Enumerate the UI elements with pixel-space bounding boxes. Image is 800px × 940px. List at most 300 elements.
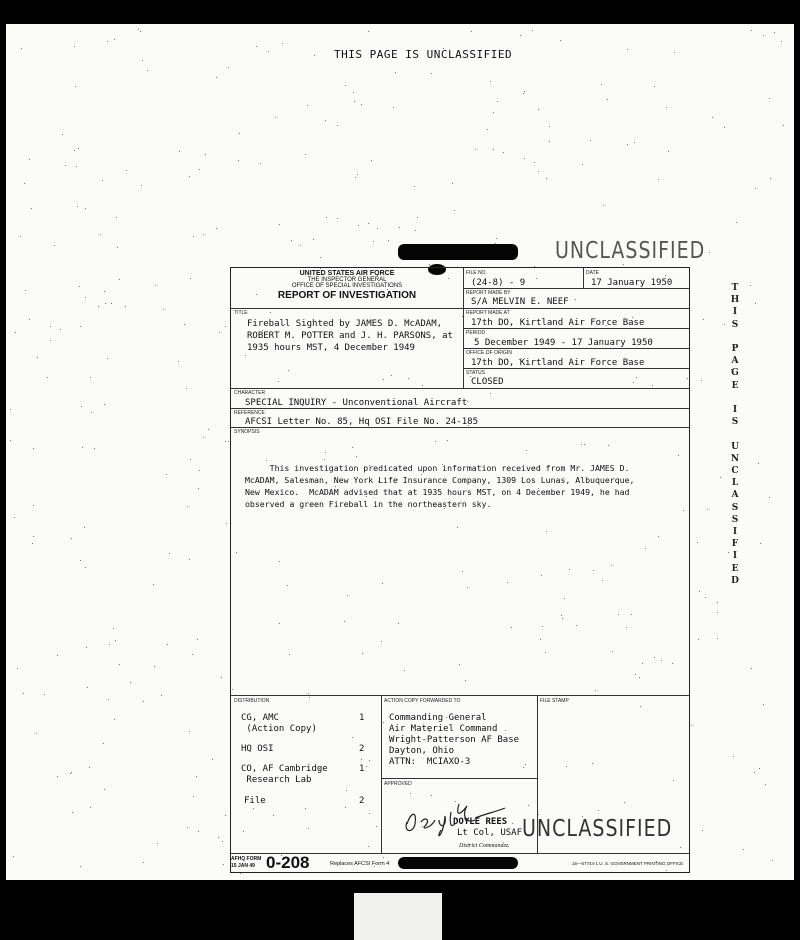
header-line-4: REPORT OF INVESTIGATION [277, 290, 417, 301]
distribution-label: DISTRIBUTION [234, 698, 270, 704]
side-stamp-letter: S [731, 514, 739, 525]
speck [371, 160, 372, 161]
speck [91, 412, 92, 413]
speck [717, 602, 718, 603]
speck [698, 639, 699, 640]
speck [496, 238, 497, 239]
speck [80, 326, 81, 327]
speck [100, 234, 101, 235]
unclassified-stamp-bottom: UNCLASSIFIED [522, 815, 673, 843]
speck [85, 297, 86, 298]
form-replaces: Replaces AFCSI Form 4 [330, 861, 390, 867]
side-stamp-letter: I [732, 307, 738, 318]
speck [399, 227, 400, 228]
speck [538, 171, 539, 172]
speck [538, 109, 539, 110]
speck [21, 48, 22, 49]
form-header [231, 270, 463, 301]
side-stamp-letter: I [732, 551, 738, 562]
speck [228, 441, 229, 442]
speck [503, 152, 504, 153]
speck [717, 612, 718, 613]
speck [724, 127, 725, 128]
speck [36, 733, 37, 734]
speck [627, 144, 628, 145]
speck [627, 49, 628, 50]
synopsis-line: This investigation predicated upon information received from Mr. JAMES D. [245, 463, 630, 473]
side-stamp-letter: U [731, 441, 739, 452]
speck [703, 319, 704, 320]
side-stamp-letter: S [731, 417, 739, 428]
speck [549, 141, 550, 142]
speck [560, 40, 561, 41]
distribution-count: 2 [359, 796, 365, 806]
side-stamp-letter: S [731, 502, 739, 513]
classification-banner: THIS PAGE IS UNCLASSIFIED [334, 48, 513, 61]
speck [157, 843, 158, 844]
speck [89, 767, 90, 768]
header-line-1: UNITED STATES AIR FORCE [299, 270, 395, 277]
speck [361, 104, 362, 105]
speck [226, 523, 227, 524]
speck [549, 126, 550, 127]
speck [388, 240, 389, 241]
speck [114, 719, 115, 720]
speck [770, 178, 771, 179]
rule [231, 308, 463, 309]
distribution-count: 1 [359, 764, 365, 774]
speck [750, 285, 751, 286]
title-line: Fireball Sighted by JAMES D. McADAM, [247, 319, 443, 329]
speck [70, 773, 71, 774]
speck [345, 85, 346, 86]
speck [228, 67, 229, 68]
period-label: PERIOD [466, 330, 486, 336]
speck [219, 332, 220, 333]
speck [601, 84, 602, 85]
character-value: SPECIAL INQUIRY - Unconventional Aircraft [245, 398, 468, 408]
speck [769, 98, 770, 99]
speck [186, 388, 187, 389]
speck [769, 497, 770, 498]
speck [111, 303, 112, 304]
speck [32, 543, 33, 544]
next-page-edge [354, 893, 442, 940]
action-copy-label: ACTION COPY FORWARDED TO [384, 698, 461, 704]
speck [65, 165, 66, 166]
approver-role: District Commander. [459, 843, 510, 849]
speck [98, 306, 99, 307]
speck [774, 32, 775, 33]
speck [199, 470, 200, 471]
speck [25, 290, 26, 291]
speck [189, 176, 190, 177]
redaction-bar [398, 244, 518, 260]
speck [368, 31, 369, 32]
speck [275, 117, 276, 118]
speck [313, 239, 314, 240]
origin-label: OFFICE OF ORIGIN [466, 350, 512, 356]
speck [75, 86, 76, 87]
speck [80, 560, 81, 561]
speck [325, 120, 326, 121]
speck [190, 278, 191, 279]
speck [279, 224, 280, 225]
speck [79, 286, 80, 287]
speck [84, 527, 85, 528]
speck [707, 509, 708, 510]
speck [108, 699, 109, 700]
speck [33, 505, 34, 506]
speck [187, 827, 188, 828]
speck [783, 125, 784, 126]
character-label: CHARACTER [234, 390, 266, 396]
speck [203, 234, 204, 235]
speck [354, 101, 355, 102]
speck [763, 35, 764, 36]
speck [751, 30, 752, 31]
speck [781, 41, 782, 42]
speck [358, 225, 359, 226]
speck [758, 463, 759, 464]
speck [154, 666, 155, 667]
speck [44, 694, 45, 695]
rule [463, 308, 689, 309]
side-stamp-letter: S [731, 319, 739, 330]
reference-value: AFCSI Letter No. 85, Hq OSI File No. 24-185 [245, 417, 478, 427]
speck [216, 77, 217, 78]
speck [102, 180, 103, 181]
speck [490, 81, 491, 82]
side-stamp-letter: D [731, 575, 739, 586]
speck [373, 241, 374, 242]
speck [260, 163, 261, 164]
rule [231, 695, 689, 696]
speck [113, 628, 114, 629]
speck [699, 591, 700, 592]
speck [532, 30, 533, 31]
speck [763, 704, 764, 705]
title-line: ROBERT M. POTTER and J. H. PARSONS, at [247, 331, 453, 341]
side-stamp-letter: G [731, 368, 739, 379]
speck [623, 264, 624, 265]
speck [223, 864, 224, 865]
speck [193, 796, 194, 797]
speck [76, 166, 77, 167]
speck [189, 731, 190, 732]
speck [736, 222, 737, 223]
speck [60, 329, 61, 330]
action-copy-line: ATTN: MCIAXO-3 [389, 757, 471, 767]
speck [142, 60, 143, 61]
side-stamp-letter: E [731, 563, 739, 574]
title-line: 1935 hours MST, 4 December 1949 [247, 343, 415, 353]
speck [724, 324, 725, 325]
speck [452, 183, 453, 184]
report-form [230, 267, 690, 873]
rule [381, 695, 382, 853]
speck [337, 218, 338, 219]
speck [107, 41, 108, 42]
speck [23, 693, 24, 694]
speck [524, 91, 525, 92]
speck [104, 789, 105, 790]
speck [487, 129, 488, 130]
side-stamp-letter: L [731, 478, 739, 489]
speck [33, 448, 34, 449]
speck [47, 377, 48, 378]
speck [119, 664, 120, 665]
distribution-name: File [244, 796, 266, 806]
speck [90, 807, 91, 808]
speck [300, 245, 301, 246]
speck [582, 164, 583, 165]
speck [520, 35, 521, 36]
action-copy-line: Air Materiel Command [389, 724, 498, 734]
speck [225, 326, 226, 327]
speck [77, 206, 78, 207]
speck [109, 644, 110, 645]
form-date: 15 JAN 49 [231, 863, 255, 869]
speck [117, 247, 118, 248]
side-stamp-letter [728, 331, 742, 343]
speck [179, 151, 180, 152]
speck [85, 567, 86, 568]
speck [754, 772, 755, 773]
speck [193, 236, 194, 237]
side-stamp-letter: I [732, 527, 738, 538]
speck [87, 687, 88, 688]
period-value: 5 December 1949 - 17 January 1950 [474, 338, 653, 348]
unclassified-stamp-top: UNCLASSIFIED [555, 237, 706, 265]
side-stamp-letter: P [731, 344, 739, 354]
form-label: AFHQ FORM [231, 856, 262, 862]
distribution-name: (Action Copy) [241, 724, 317, 734]
synopsis-line: New Mexico. McADAM advised that at 1935 hours MST, on 4 December 1949, he had [245, 487, 630, 497]
side-stamp-letter [728, 428, 742, 440]
speck [10, 440, 11, 441]
speck [107, 358, 108, 359]
speck [169, 553, 170, 554]
speck [72, 812, 73, 813]
file-stamp-label: FILE STAMP [540, 698, 569, 704]
speck [368, 223, 369, 224]
synopsis-line: McADAM, Salesman, New York Life Insurance Company, 1309 Los Lunas, Albuquerque, [245, 475, 635, 485]
action-copy-line: Wright-Patterson AF Base [389, 735, 520, 745]
speck [454, 210, 455, 211]
status-value: CLOSED [471, 377, 504, 387]
speck [523, 93, 524, 94]
speck [524, 158, 525, 159]
speck [414, 186, 415, 187]
side-stamp-letter: C [731, 466, 739, 476]
rule [231, 388, 689, 389]
speck [20, 236, 21, 237]
speck [256, 46, 257, 47]
speck [225, 815, 226, 816]
speck [50, 340, 51, 341]
speck [337, 125, 338, 126]
speck [546, 178, 547, 179]
speck [147, 70, 148, 71]
date-label: DATE [586, 270, 599, 276]
distribution-name: HQ OSI [241, 744, 274, 754]
speck [353, 92, 354, 93]
speck [431, 73, 432, 74]
speck [701, 380, 702, 381]
status-label: STATUS [466, 370, 485, 376]
speck [178, 361, 179, 362]
speck [80, 866, 81, 867]
speck [590, 140, 591, 141]
speck [355, 177, 356, 178]
speck [755, 303, 756, 304]
distribution-name: Research Lab [241, 775, 312, 785]
speck [305, 154, 306, 155]
rule [583, 268, 584, 288]
speck [393, 107, 394, 108]
speck [24, 183, 25, 184]
speck [216, 228, 217, 229]
speck [760, 543, 761, 544]
speck [14, 517, 15, 518]
speck [81, 406, 82, 407]
origin-value: 17th DO, Kirtland Air Force Base [471, 358, 645, 368]
approved-label: APPROVED [384, 781, 412, 787]
speck [141, 185, 142, 186]
form-number: 0-208 [266, 853, 310, 872]
speck [54, 245, 55, 246]
speck [71, 772, 72, 773]
speck [497, 101, 498, 102]
speck [119, 279, 120, 280]
speck [674, 52, 675, 53]
speck [357, 174, 358, 175]
side-stamp-letter: H [730, 295, 740, 306]
signature [395, 794, 525, 842]
distribution-count: 2 [359, 744, 365, 754]
speck [138, 29, 139, 30]
speck [166, 474, 167, 475]
speck [192, 654, 193, 655]
speck [654, 86, 655, 87]
speck [94, 448, 95, 449]
speck [57, 776, 58, 777]
speck [71, 538, 72, 539]
speck [29, 319, 30, 320]
speck [198, 831, 199, 832]
speck [395, 72, 396, 73]
speck [104, 291, 105, 292]
speck [184, 324, 185, 325]
speck [37, 357, 38, 358]
synopsis-line: observed a green Fireball in the northeastern sky. [245, 499, 492, 509]
speck [57, 655, 58, 656]
synopsis-label: SYNOPSIS [234, 429, 260, 435]
speck [31, 208, 32, 209]
speck [104, 404, 105, 405]
approver-name: DOYLE REES [453, 817, 508, 827]
side-stamp-letter: I [732, 405, 738, 415]
speck [140, 31, 141, 32]
speck [666, 107, 667, 108]
speck [90, 377, 91, 378]
speck [115, 640, 116, 641]
speck [326, 217, 327, 218]
speck [74, 46, 75, 47]
speck [163, 309, 164, 310]
speck [196, 776, 197, 777]
speck [17, 668, 18, 669]
speck [238, 160, 239, 161]
side-stamp-letter: A [731, 490, 739, 501]
distribution-name: CO, AF Cambridge [241, 764, 328, 774]
speck [314, 55, 315, 56]
speck [320, 257, 321, 258]
speck [534, 162, 535, 163]
speck [33, 536, 34, 537]
speck [29, 159, 30, 160]
speck [634, 142, 635, 143]
speck [225, 441, 226, 442]
rule [381, 778, 537, 779]
speck [153, 584, 154, 585]
reference-label: REFERENCE [234, 410, 265, 416]
speck [143, 701, 144, 702]
speck [167, 644, 168, 645]
speck [417, 217, 418, 218]
distribution-count: 1 [359, 713, 365, 723]
speck [130, 682, 131, 683]
speck [62, 134, 63, 135]
speck [103, 743, 104, 744]
speck [189, 559, 190, 560]
speck [717, 638, 718, 639]
title-label: TITLE [234, 310, 248, 316]
printing-office: 16—57744-1 U. S. GOVERNMENT PRINTING OFFICE [572, 861, 684, 866]
speck [74, 150, 75, 151]
speck [658, 179, 659, 180]
speck [198, 488, 199, 489]
speck [493, 112, 494, 113]
file-no-value: (24-8) - 9 [471, 278, 526, 288]
speck [377, 228, 378, 229]
speck [155, 285, 156, 286]
speck [143, 862, 144, 863]
speck [772, 860, 773, 861]
speck [415, 230, 416, 231]
side-stamp-letter [728, 392, 742, 404]
speck [105, 303, 106, 304]
distribution-name: CG, AMC [241, 713, 279, 723]
speck [205, 154, 206, 155]
speck [691, 725, 692, 726]
speck [114, 39, 115, 40]
report-by-value: S/A MELVIN E. NEEF [471, 297, 569, 307]
report-at-value: 17th DO, Kirtland Air Force Base [471, 318, 645, 328]
report-at-label: REPORT MADE AT [466, 310, 510, 316]
speck [208, 429, 209, 430]
speck [709, 252, 710, 253]
date-value: 17 January 1950 [591, 278, 673, 288]
speck [743, 849, 744, 850]
speck [85, 208, 86, 209]
side-stamp-letter: A [731, 356, 739, 367]
speck [15, 332, 16, 333]
speck [78, 148, 79, 149]
speck [733, 756, 734, 757]
speck [212, 759, 213, 760]
